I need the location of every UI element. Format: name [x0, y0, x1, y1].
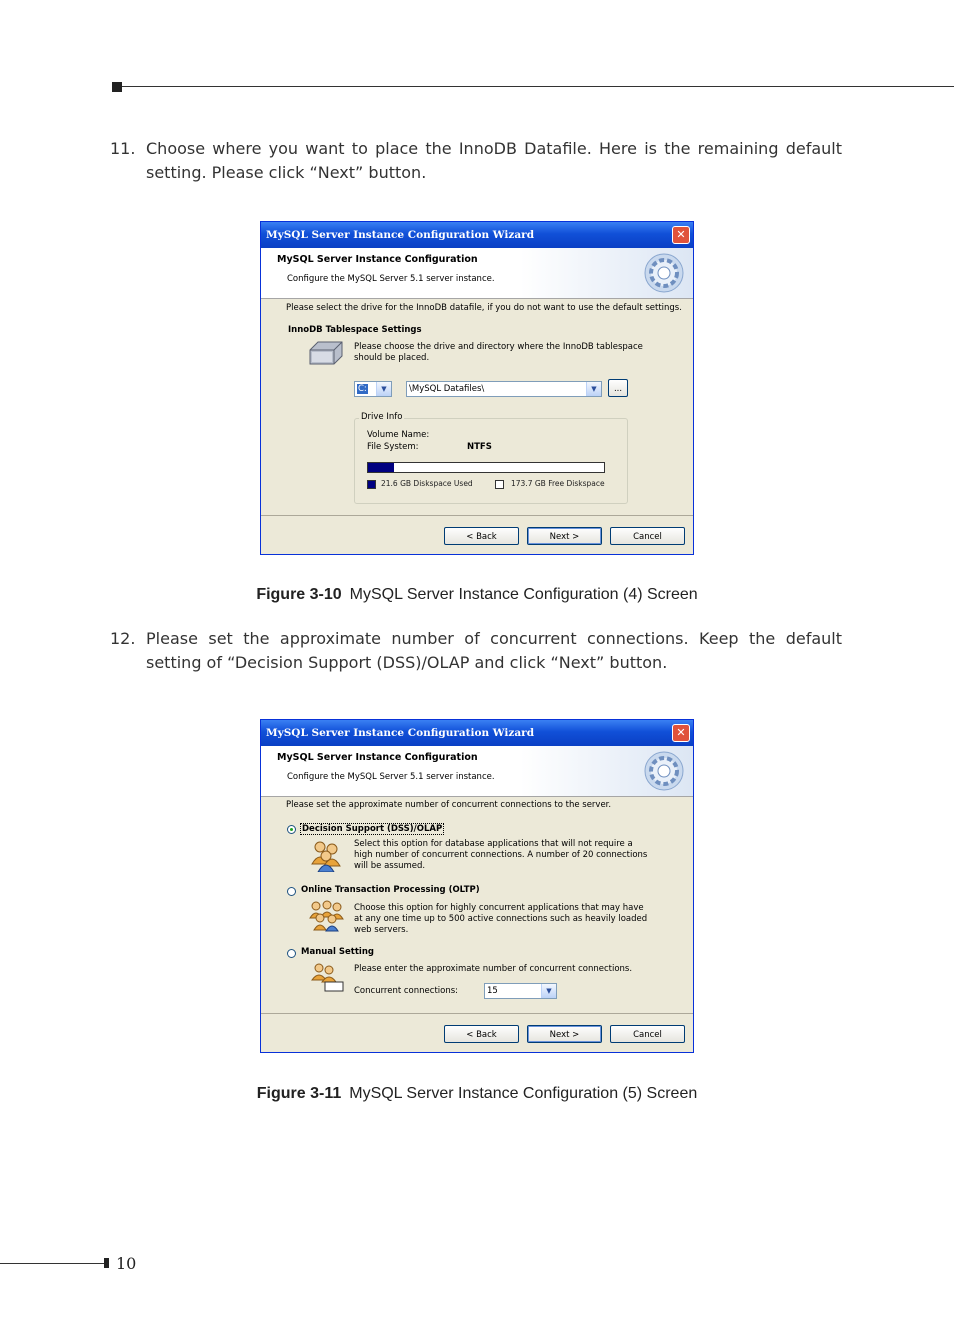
innodb-dialog: [260, 221, 694, 555]
header-rule: [120, 86, 954, 87]
concurrent-label: Concurrent connections:: [354, 986, 459, 996]
dialog-header: [261, 746, 693, 797]
back-button[interactable]: < Back: [444, 1025, 519, 1043]
manual-radio[interactable]: [287, 949, 296, 958]
section-desc-2: should be placed.: [354, 353, 430, 363]
header-subtitle: Configure the MySQL Server 5.1 server instance.: [287, 772, 495, 782]
oltp-description: [354, 903, 647, 936]
desc-line: Select this option for database applications that will not require a: [354, 839, 633, 849]
chevron-down-icon: ▼: [376, 382, 391, 396]
oltp-radio[interactable]: [287, 887, 296, 896]
step-number: 12.: [110, 629, 136, 648]
desc-line: will be assumed.: [354, 861, 426, 871]
step-text: Choose where you want to place the InnoDB Datafile. Here is the remaining default setting. Please click “Next” button.: [146, 139, 842, 182]
title-bar: [261, 720, 693, 746]
chevron-down-icon: ▼: [586, 382, 601, 396]
used-legend: 21.6 GB Diskspace Used: [381, 479, 473, 488]
drive-info-title: Drive Info: [361, 412, 403, 422]
header-title: MySQL Server Instance Configuration: [277, 254, 478, 265]
footer-square: [104, 1258, 109, 1268]
footer-rule: [0, 1263, 108, 1264]
dss-radio[interactable]: [287, 825, 296, 834]
oltp-option-label[interactable]: Online Transaction Processing (OLTP): [301, 885, 480, 895]
cancel-button[interactable]: Cancel: [610, 527, 685, 545]
gear-icon: [643, 252, 685, 294]
figure-label: Figure 3-10: [256, 586, 342, 603]
file-system-value: NTFS: [467, 442, 492, 452]
path-select[interactable]: [406, 381, 602, 397]
concurrent-value: 15: [487, 986, 498, 996]
figure-caption-3-11: [0, 1085, 954, 1103]
footer-divider: [261, 1013, 693, 1014]
desc-line: high number of concurrent connections. A number of 20 connections: [354, 850, 648, 860]
instruction-text: Please set the approximate number of concurrent connections to the server.: [286, 800, 612, 810]
used-legend-swatch: [367, 480, 376, 489]
section-desc-1: Please choose the drive and directory where the InnoDB tablespace: [354, 342, 643, 352]
dss-option-label[interactable]: Decision Support (DSS)/OLAP: [302, 824, 443, 834]
many-users-icon: [307, 900, 345, 936]
figure-label: Figure 3-11: [256, 1085, 342, 1102]
manual-users-icon: [309, 962, 345, 992]
header-subtitle: Configure the MySQL Server 5.1 server instance.: [287, 274, 495, 284]
concurrent-select[interactable]: [484, 983, 557, 999]
figure-caption-3-10: [0, 586, 954, 604]
drive-info-group: [354, 412, 628, 504]
section-title: InnoDB Tablespace Settings: [288, 325, 422, 335]
diskspace-bar: [367, 462, 605, 473]
free-legend-swatch: [495, 480, 504, 489]
file-system-label: File System:: [367, 442, 419, 452]
users-icon: [309, 840, 343, 872]
hard-drive-icon: [308, 340, 344, 366]
desc-line: Choose this option for highly concurrent applications that may have: [354, 903, 644, 913]
gear-icon: [643, 750, 685, 792]
manual-description: Please enter the approximate number of concurrent connections.: [354, 964, 633, 974]
title-bar: [261, 222, 693, 248]
figure-caption-text: MySQL Server Instance Configuration (4) Screen: [349, 586, 698, 603]
page-number: 10: [116, 1254, 137, 1273]
volume-name-label: Volume Name:: [367, 430, 430, 440]
step-text: Please set the approximate number of concurrent connections. Keep the default setting of “Decision Support (DSS)/OLAP and click “Next” button.: [146, 629, 842, 672]
footer-divider: [261, 515, 693, 516]
header-title: MySQL Server Instance Configuration: [277, 752, 478, 763]
figure-caption-text: MySQL Server Instance Configuration (5) Screen: [349, 1085, 698, 1102]
manual-option-label[interactable]: Manual Setting: [301, 947, 374, 957]
window-title: MySQL Server Instance Configuration Wizard: [266, 727, 535, 739]
dialog-header: [261, 248, 693, 299]
header-square: [112, 82, 122, 92]
free-legend: 173.7 GB Free Diskspace: [511, 479, 605, 488]
step-number: 11.: [110, 139, 136, 158]
diskspace-used-fill: [368, 463, 394, 472]
next-button[interactable]: Next >: [527, 1025, 602, 1043]
close-button[interactable]: ✕: [672, 724, 690, 742]
drive-select[interactable]: [354, 381, 392, 397]
cancel-button[interactable]: Cancel: [610, 1025, 685, 1043]
instruction-text: Please select the drive for the InnoDB datafile, if you do not want to use the default settings.: [286, 303, 682, 313]
desc-line: at any one time up to 500 active connections such as heavily loaded: [354, 914, 648, 924]
close-button[interactable]: ✕: [672, 226, 690, 244]
connections-dialog: [260, 719, 694, 1053]
step-11: [110, 137, 842, 185]
desc-line: web servers.: [354, 925, 409, 935]
path-value: \MySQL Datafiles\: [409, 384, 485, 394]
chevron-down-icon: ▼: [541, 984, 556, 998]
back-button[interactable]: < Back: [444, 527, 519, 545]
browse-button[interactable]: ...: [608, 379, 628, 397]
dss-description: [354, 839, 647, 872]
next-button[interactable]: Next >: [527, 527, 602, 545]
step-12: [110, 627, 842, 675]
window-title: MySQL Server Instance Configuration Wizard: [266, 229, 535, 241]
drive-value: C:: [358, 384, 367, 394]
